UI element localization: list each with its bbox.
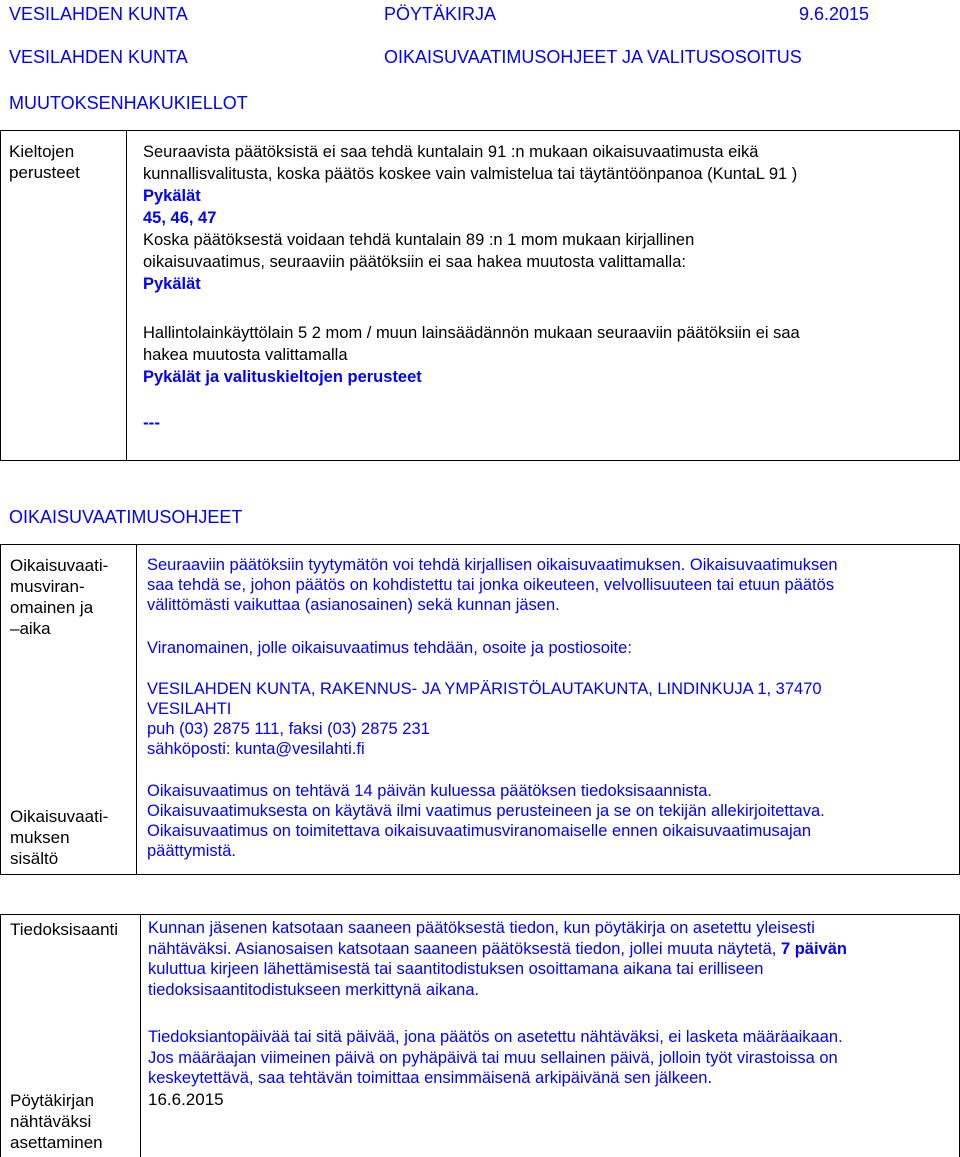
paragraph-authority: Viranomainen, jolle oikaisuvaatimus tehdään, osoite ja postiosoite: xyxy=(147,639,632,657)
paragraph-who-may-appeal: Seuraaviin päätöksiin tyytymätön voi tehdä kirjallisen oikaisuvaatimuksen. Oikaisuvaatimuksen saa tehdä se, johon päätös on kohdistettu tai jonka oikeuteen, velvollisuuteen tai etuun päätös välittömästi vaikuttaa (asianosainen) sekä kunnan jäsen. xyxy=(147,556,838,614)
paragraph-appeal-content: Oikaisuvaatimus on tehtävä 14 päivän kuluessa päätöksen tiedoksisaannista. Oikaisuvaatimuksesta on käytävä ilmi vaatimus perusteineen ja se on tekijän allekirjoitettava. Oikaisuvaatimus on toimitettava oikaisuvaatimusviranomaiselle ennen oikaisuvaatimusajan päättymistä. xyxy=(147,782,825,860)
pykalat-label-2: Pykälät xyxy=(143,275,201,293)
box-divider xyxy=(126,130,127,461)
document-title: OIKAISUVAATIMUSOHJEET JA VALITUSOSOITUS xyxy=(384,47,802,67)
paragraph-hallintolainkayttolaki: Hallintolainkäyttölain 5 2 mom / muun lainsäädännön mukaan seuraaviin päätöksiin ei saa hakea muutosta valittamalla Pykälät ja valituskieltojen perusteet xyxy=(143,324,800,386)
side-label-poytakirjan: Pöytäkirjan nähtäväksi asettaminen xyxy=(10,1091,103,1152)
header-municipality-blue: VESILAHDEN KUNTA xyxy=(9,47,188,67)
paragraph-no-appeal: Seuraavista päätöksistä ei saa tehdä kuntalain 91 :n mukaan oikaisuvaatimusta eikä kunnallisvalitusta, koska päätös koskee vain valmistelua tai täytäntöönpanoa (KuntaL 91 ) Pykälät 45, 46, 47 Koska päätöksestä voidaan tehdä kuntalain 89 :n 1 mom mukaan kirjallinen oikaisuvaatimus, seuraaviin päätöksiin ei saa hakea muutosta valittamalla: Pykälät xyxy=(143,143,798,293)
side-label-viranomainen: Oikaisuvaati- musviran- omainen ja –aika xyxy=(10,556,109,638)
section-heading-oikaisuvaatimusohjeet: OIKAISUVAATIMUSOHJEET xyxy=(9,507,243,527)
box-divider-3 xyxy=(140,914,141,1157)
nahtavaksi-date: 16.6.2015 xyxy=(148,1090,224,1109)
seven-days: 7 päivän xyxy=(780,939,847,958)
paragraph-tiedoksisaanti: Kunnan jäsenen katsotaan saaneen päätöksestä tiedon, kun pöytäkirja on asetettu yleisesti nähtäväksi. Asianosaisen katsotaan saaneen päätöksestä tiedon, jollei muuta näytetä, 7 päivän kuluttua kirjeen lähettämisestä tai saantitodistuksen osoittamana aikana tai erilliseen tiedoksisaantitodistukseen merkittynä aikana. xyxy=(148,919,847,999)
pykalat-values: 45, 46, 47 xyxy=(143,209,217,227)
side-label-tiedoksisaanti: Tiedoksisaanti xyxy=(10,920,119,939)
paragraph-maaraaika: Tiedoksiantopäivää tai sitä päivää, jona päätös on asetettu nähtäväksi, ei lasketa määräaikaan. Jos määräajan viimeinen päivä on pyhäpäivä tai muu sellainen päivä, jolloin työt virastoissa on keskeytettävä, saa tehtävän toimittaa ensimmäisenä arkipäivänä sen jälkeen. xyxy=(148,1028,843,1087)
section-heading-muutoksenhakukiellot: MUUTOKSENHAKUKIELLOT xyxy=(9,93,248,113)
authority-address: VESILAHDEN KUNTA, RAKENNUS- JA YMPÄRISTÖLAUTAKUNTA, LINDINKUJA 1, 37470 VESILAHTI puh (03) 2875 111, faksi (03) 2875 231 sähköposti: kunta@vesilahti.fi xyxy=(147,680,822,758)
header-doc-type: PÖYTÄKIRJA xyxy=(384,4,497,24)
header-municipality: VESILAHDEN KUNTA xyxy=(9,4,188,24)
side-label-sisalto: Oikaisuvaati- muksen sisältö xyxy=(10,807,109,868)
pykalat-label-1: Pykälät xyxy=(143,187,201,205)
pykalat-label-3: Pykälät ja valituskieltojen perusteet xyxy=(143,368,422,386)
box-divider-2 xyxy=(136,544,137,875)
dashes: --- xyxy=(143,413,160,432)
side-label-kieltojen-perusteet: Kieltojen perusteet xyxy=(9,142,80,182)
header-date: 9.6.2015 xyxy=(799,4,870,24)
